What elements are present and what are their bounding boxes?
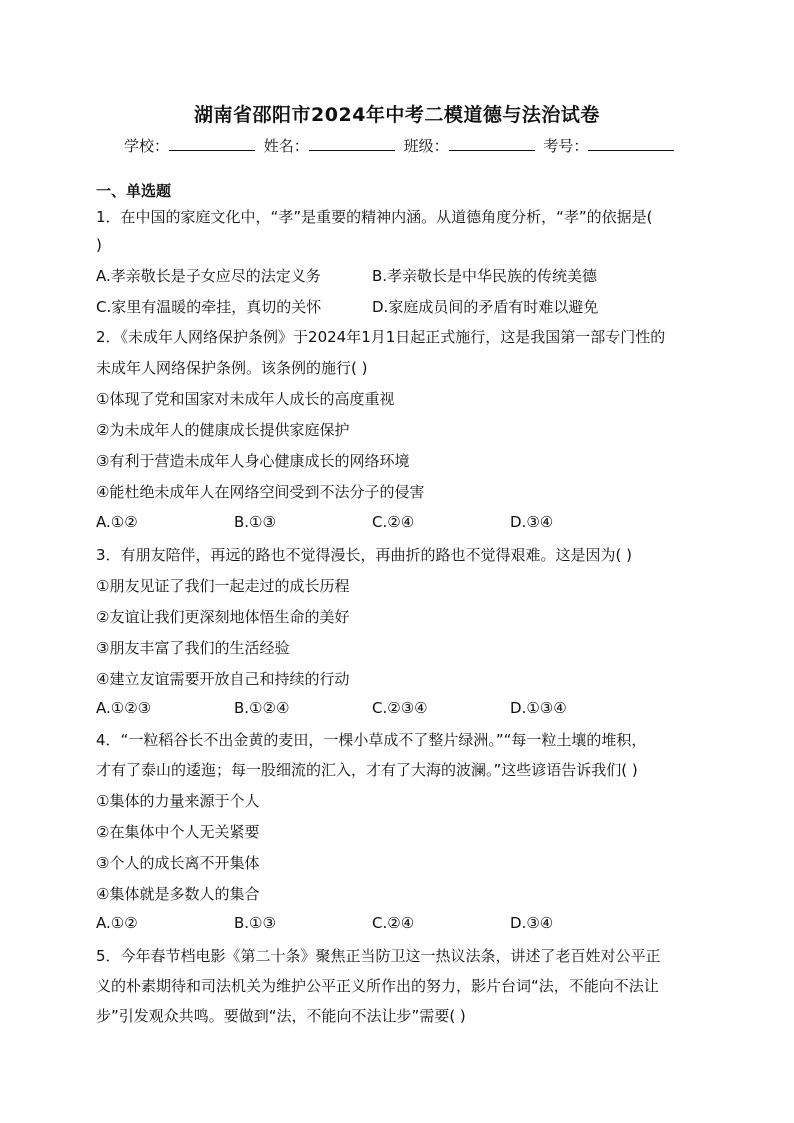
q2-option-a: A.①② [96, 513, 138, 531]
q2-stem-line1: 2．《未成年人网络保护条例》于2024年1月1日起正式施行，这是我国第一部专门性的 [96, 328, 666, 346]
name-label: 姓名： [263, 137, 309, 155]
q2-statement-1: ①体现了党和国家对未成年人成长的高度重视 [96, 390, 395, 408]
class-blank [449, 136, 535, 151]
q3-option-a: A.①②③ [96, 699, 152, 717]
name-blank [309, 136, 395, 151]
q1-option-c: C.家里有温暖的牵挂，真切的关怀 [96, 298, 322, 316]
q1-stem-line2: ) [96, 236, 102, 254]
q4-option-d: D.③④ [510, 914, 554, 932]
q4-statement-4: ④集体就是多数人的集合 [96, 885, 260, 903]
q2-statement-4: ④能杜绝未成年人在网络空间受到不法分子的侵害 [96, 483, 425, 501]
q2-statement-3: ③有利于营造未成年人身心健康成长的网络环境 [96, 452, 410, 470]
q5-stem-line1: 5．今年春节档电影《第二十条》聚焦正当防卫这一热议法条，讲述了老百姓对公平正 [96, 947, 661, 965]
q1-option-d: D.家庭成员间的矛盾有时难以避免 [372, 298, 599, 316]
exam-no-label: 考号： [543, 137, 589, 155]
class-label: 班级： [403, 137, 449, 155]
q4-statement-2: ②在集体中个人无关紧要 [96, 823, 260, 841]
q3-option-b: B.①②④ [234, 699, 290, 717]
student-info-row [124, 135, 678, 156]
q3-statement-2: ②友谊让我们更深刻地体悟生命的美好 [96, 608, 350, 626]
q2-option-b: B.①③ [234, 513, 276, 531]
q1-stem-line1: 1．在中国的家庭文化中，“孝”是重要的精神内涵。从道德角度分析，“孝”的依据是( [96, 208, 653, 226]
q2-stem-line2: 未成年人网络保护条例。该条例的施行( ) [96, 359, 368, 377]
q3-option-d: D.①③④ [510, 699, 567, 717]
q4-stem-line2: 才有了泰山的逶迤；每一股细流的汇入，才有了大海的波澜。”这些谚语告诉我们( ) [96, 761, 638, 779]
q4-statement-1: ①集体的力量来源于个人 [96, 792, 260, 810]
q3-statement-3: ③朋友丰富了我们的生活经验 [96, 639, 290, 657]
q4-option-c: C.②④ [372, 914, 415, 932]
q5-stem-line3: 步”引发观众共鸣。要做到“法，不能向不法让步”需要( ) [96, 1007, 466, 1025]
school-label: 学校： [124, 137, 170, 155]
q4-option-b: B.①③ [234, 914, 276, 932]
q3-statement-1: ①朋友见证了我们一起走过的成长历程 [96, 577, 350, 595]
q4-statement-3: ③个人的成长离不开集体 [96, 854, 260, 872]
q3-stem-line1: 3．有朋友陪伴，再远的路也不觉得漫长，再曲折的路也不觉得艰难。这是因为( ) [96, 546, 633, 564]
q3-statement-4: ④建立友谊需要开放自己和持续的行动 [96, 670, 350, 688]
q4-option-a: A.①② [96, 914, 138, 932]
q3-option-c: C.②③④ [372, 699, 428, 717]
q1-option-b: B.孝亲敬长是中华民族的传统美德 [372, 267, 598, 285]
q5-stem-line2: 义的朴素期待和司法机关为维护公平正义所作出的努力，影片台词“法，不能向不法让 [96, 977, 659, 995]
page-title: 湖南省邵阳市2024年中考二模道德与法治试卷 [194, 104, 600, 126]
q1-option-a: A.孝亲敬长是子女应尽的法定义务 [96, 267, 321, 285]
q2-statement-2: ②为未成年人的健康成长提供家庭保护 [96, 421, 350, 439]
school-blank [169, 136, 255, 151]
q2-option-c: C.②④ [372, 513, 415, 531]
q2-option-d: D.③④ [510, 513, 554, 531]
section-heading: 一、单选题 [96, 182, 172, 200]
q4-stem-line1: 4．“一粒稻谷长不出金黄的麦田，一棵小草成不了整片绿洲。”“每一粒土壤的堆积， [96, 731, 647, 749]
exam-no-blank [588, 136, 674, 151]
